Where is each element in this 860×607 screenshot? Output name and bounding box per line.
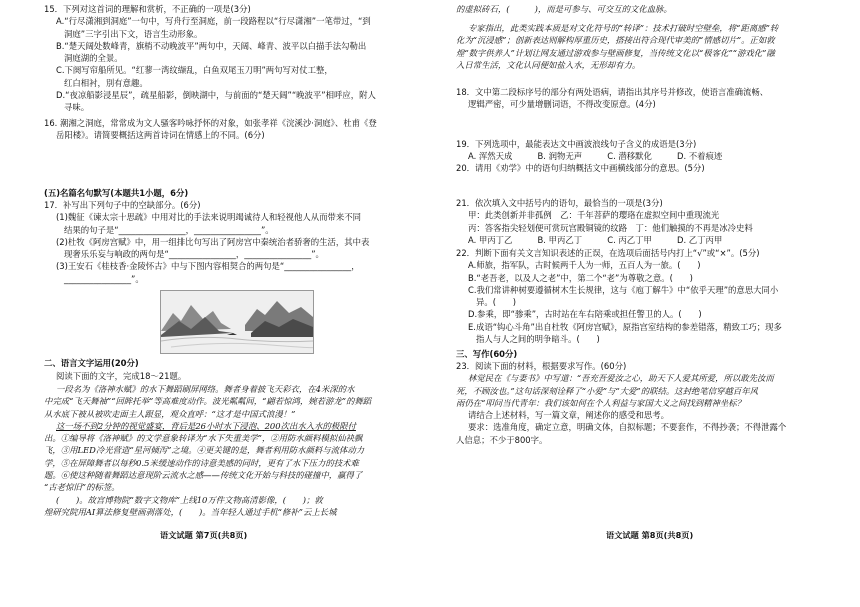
q22-option-a: A.师旅，指军队，古时候两千人为一师，五百人为一旅。( ) — [468, 260, 701, 271]
q23-stem: 23．阅读下面的材料，根据要求写作。(60分) — [456, 361, 627, 371]
question-19 — [456, 138, 854, 163]
q17-item-3: (3)王安石《桂枝香·金陵怀古》中与下图内容相契合的两句是“________________， — [56, 261, 360, 272]
passage-continued — [456, 3, 854, 15]
question-21 — [456, 197, 854, 246]
q18-stem: 18．文中第二段标序号的部分有两处语病，请指出其序号并修改，使语言准确流畅、 — [456, 87, 769, 97]
question-17 — [44, 199, 424, 285]
q21-clause-1: 甲：此类创新并非孤例 乙：千年菩萨的璎珞在虚拟空间中重现流光 — [468, 210, 720, 221]
question-16 — [44, 117, 424, 142]
q21-stem: 21．依次填入文中括号内的语句，最恰当的一项是(3分) — [456, 198, 663, 208]
passage-line: 煌研究院用AI算法修复壁画剥落处，( )。当年轻人通过手机“修补”云上长城 — [44, 506, 337, 517]
passage-line: 化为“沉浸感”；创新表达则解构厚重历史，搭接出符合现代审美的“情感切片”。正如敦 — [456, 35, 775, 46]
exam-page-8 — [430, 0, 860, 607]
q15-stem: 15．下列对这首词的理解和赏析，不正确的一项是(3分) — [44, 4, 251, 14]
passage-line: 一段名为《洛神水赋》的水下舞蹈刷屏网络。舞者身着披飞天彩衣，在4米深的水 — [56, 384, 355, 394]
q17-item-2: (2)杜牧《阿房宫赋》中，用一组排比句写出了阿房宫中秦统治者骄奢的生活，其中表 — [56, 236, 370, 247]
passage-line: 题。⑥使这种随着舞蹈达意现阶云流水之感——传统文化开始与科技的碰撞中，赢得了 — [44, 470, 363, 481]
passage-line: ( )。故宫博物院“数字文物库”上线10万件文物高清影像，( )；敦 — [56, 494, 323, 505]
passage-line: 飞，③用LED冷光营造“星河倾泻”之境。④更关键的是，舞者利用防水颜料与流体动力 — [44, 445, 365, 456]
q23-material: 林觉民在《与妻书》中写道：“吾充吾爱汝之心，助天下人爱其所爱，所以敢先汝而 — [468, 373, 774, 384]
q21-options: A. 甲丙丁乙 B. 甲丙乙丁 C. 丙乙丁甲 D. 乙丁丙甲 — [468, 234, 723, 245]
q17-item-2-blanks: 现奢乐乐妄与响政的两句是“________________，________________”。 — [64, 249, 324, 260]
q22-option-c: C.我们常讲种树要遵循树木生长规律，这与《庖丁解牛》中“依乎天理”的意思大同小 — [468, 284, 779, 295]
q17-item-3-blanks: ________________”。 — [64, 273, 144, 284]
passage-line: 这一场不到2分钟的视觉盛宴，背后是26小时水下浸泡、200次出水入水的极限付 — [56, 420, 356, 431]
q16-stem: 16. 潮湘之洞庭，常常成为文人骚客吟咏抒怀的对象，如张孝祥《浣溪沙·洞庭》、杜甫《登 — [44, 118, 377, 128]
q17-stem: 17．补写出下列句子中的空缺部分。(6分) — [44, 200, 201, 210]
q15-option-c-cont: 红白相衬，別有意趣。 — [64, 77, 148, 88]
question-20: 20．请用《劝学》中的语句归纳概括文中画横线部分的意思。(5分) — [456, 163, 705, 173]
q23-material: 雨仍在“叩问当代青年：我们该如何在个人利益与家国大义之间找到精神坐标？ — [456, 397, 746, 408]
section-5-heading: (五)名篇名句默写(本题共1小题，6分) — [44, 188, 189, 198]
page-footer-8: 语文试题 第8页(共8页) — [606, 530, 694, 540]
expert-paragraph — [456, 22, 854, 71]
q15-option-a: A.“行尽潇湘到洞庭”一句中，写舟行至洞庭，前一段路程以“行尽潇湘”一笔带过，“到 — [56, 16, 371, 27]
section-2-heading: 二、语言文字运用(20分) — [44, 358, 139, 368]
passage-line: 的虚拟砖石，( )，而是可参与、可交互的文化血脉。 — [456, 4, 672, 14]
q22-option-b: B.“老吾老，以及人之老”中，第二个“老”为尊敬之意。( ) — [468, 272, 693, 283]
landscape-ink-painting-icon — [161, 291, 313, 353]
q19-options: A. 浑然天成 B. 润物无声 C. 潜移默化 D. 不着痕迹 — [468, 151, 723, 162]
passage-line: 煌“数字供养人”计划让网友通过游戏参与壁画修复，当传统文化以“极客化”“游戏化”融 — [456, 47, 775, 58]
q21-clause-2: 丙：答客指尖轻划便可赏玩宫殿铜镜的纹路 丁：他们触摸的不再是冰冷史料 — [468, 222, 753, 233]
reading-passage — [44, 383, 424, 518]
passage-line: 学，⑤在屏障舞者以每秒0.5米缓速动作的诗意美感的同时，更有了水下压力的技术难 — [44, 457, 359, 468]
q22-option-c-cont: 异。( ) — [476, 297, 517, 308]
q22-stem: 22．判断下面有关文言知识表述的正误，在选项后面括号内打上“√”或“×”。(5分) — [456, 248, 760, 258]
reading-intro: 阅读下面的文字，完成18～21题。 — [56, 371, 187, 381]
q16-stem-cont: 岳阳楼》。请简要概括这两首诗词在情感上的不同。(6分) — [56, 130, 265, 141]
question-22 — [456, 247, 854, 345]
q17-item-1: (1)魏征《谏太宗十思疏》中用对比的手法来说明竭诚待人和轻视他人从而带来不同 — [56, 212, 361, 223]
q23-requirements: 要求：选准角度，确定立意，明确文体，自拟标题；不要套作，不得抄袭；不得泄露个 — [468, 422, 787, 433]
question-18 — [456, 86, 854, 111]
q23-material: 死，不顾汝也。”这句话深刻诠释了“小爱”与“大爱”的联结。这封绝笔信穿越百年风 — [456, 385, 758, 396]
passage-line: 从水底下被从被吹走面主人跟显，观众直呼：“这才是中国式浪漫！” — [44, 408, 296, 419]
q15-option-b: B.“楚天阔处数峰青，旗梢不动晚波平”两句中，天阔、峰青、波平以白描手法勾勒出 — [56, 40, 367, 51]
passage-line: “古老惊旧”的标签。 — [44, 482, 120, 493]
section-3-heading: 三、写作(60分) — [456, 349, 518, 359]
page-footer-7: 语文试题 第7页(共8页) — [160, 530, 248, 540]
q19-stem: 19．下列选项中，最能表达文中画波浪线句子含义的成语是(3分) — [456, 139, 697, 149]
landscape-ink-painting-icon — [160, 290, 314, 354]
q15-option-d: D.“夜凉船影浸星辰”，疏星船影，倒映湖中，与前面的“楚天阔”“晚波平”相呼应，附人 — [56, 90, 376, 101]
q22-option-e: E.成语“钩心斗角”出自杜牧《阿房宫赋》，原指宫室结构的参差错落，精致工巧；现多 — [468, 321, 782, 332]
passage-line: 专家指出，此类实践本质是对文化符号的“转译”：技术打破时空壁垒，将“距离感”转 — [468, 23, 779, 33]
question-23 — [456, 360, 854, 446]
q23-prompt: 请结合上述材料，写一篇文章，阐述你的感受和思考。 — [468, 410, 669, 421]
q15-option-c: C.下阕写帘船所见。“红蓼一湾纹缬乱，白鱼双尾玉刀明”两句写对仗工整， — [56, 65, 333, 76]
q22-option-d: D.参乘，即“骖乘”，古时站在车右陪乘或担任警卫的人。( ) — [468, 309, 702, 320]
passage-line: 入日常生活，文化认同便如盐入水，无形却有力。 — [456, 59, 641, 70]
question-15 — [44, 3, 424, 114]
q15-option-b-cont: 洞庭湖的全景。 — [64, 53, 123, 64]
q15-option-a-cont: 洞庭”三字引出下文，语言生动形象。 — [64, 28, 203, 39]
q22-option-e-cont: 指人与人之间的明争暗斗。( ) — [476, 334, 600, 345]
q15-option-d-cont: 寻味。 — [64, 102, 90, 113]
q23-requirements-cont: 人信息；不少于800字。 — [456, 434, 548, 445]
q17-item-1-blanks: 结果的句子是“________________，________________”。 — [64, 224, 274, 235]
passage-line: 中完成“飞天舞袖”“回眸托举”等高难度动作。波光粼粼间，“翩若惊鸿，婉若游龙”的舞蹈 — [44, 396, 372, 407]
q18-stem-cont: 逻辑严密，可少量增删词语，不得改变原意。(4分) — [468, 99, 656, 110]
passage-line: 出。①编导将《洛神赋》的文学意象转译为“水下失重美学”，②用防水颜料模拟仙袂飘 — [44, 433, 363, 444]
